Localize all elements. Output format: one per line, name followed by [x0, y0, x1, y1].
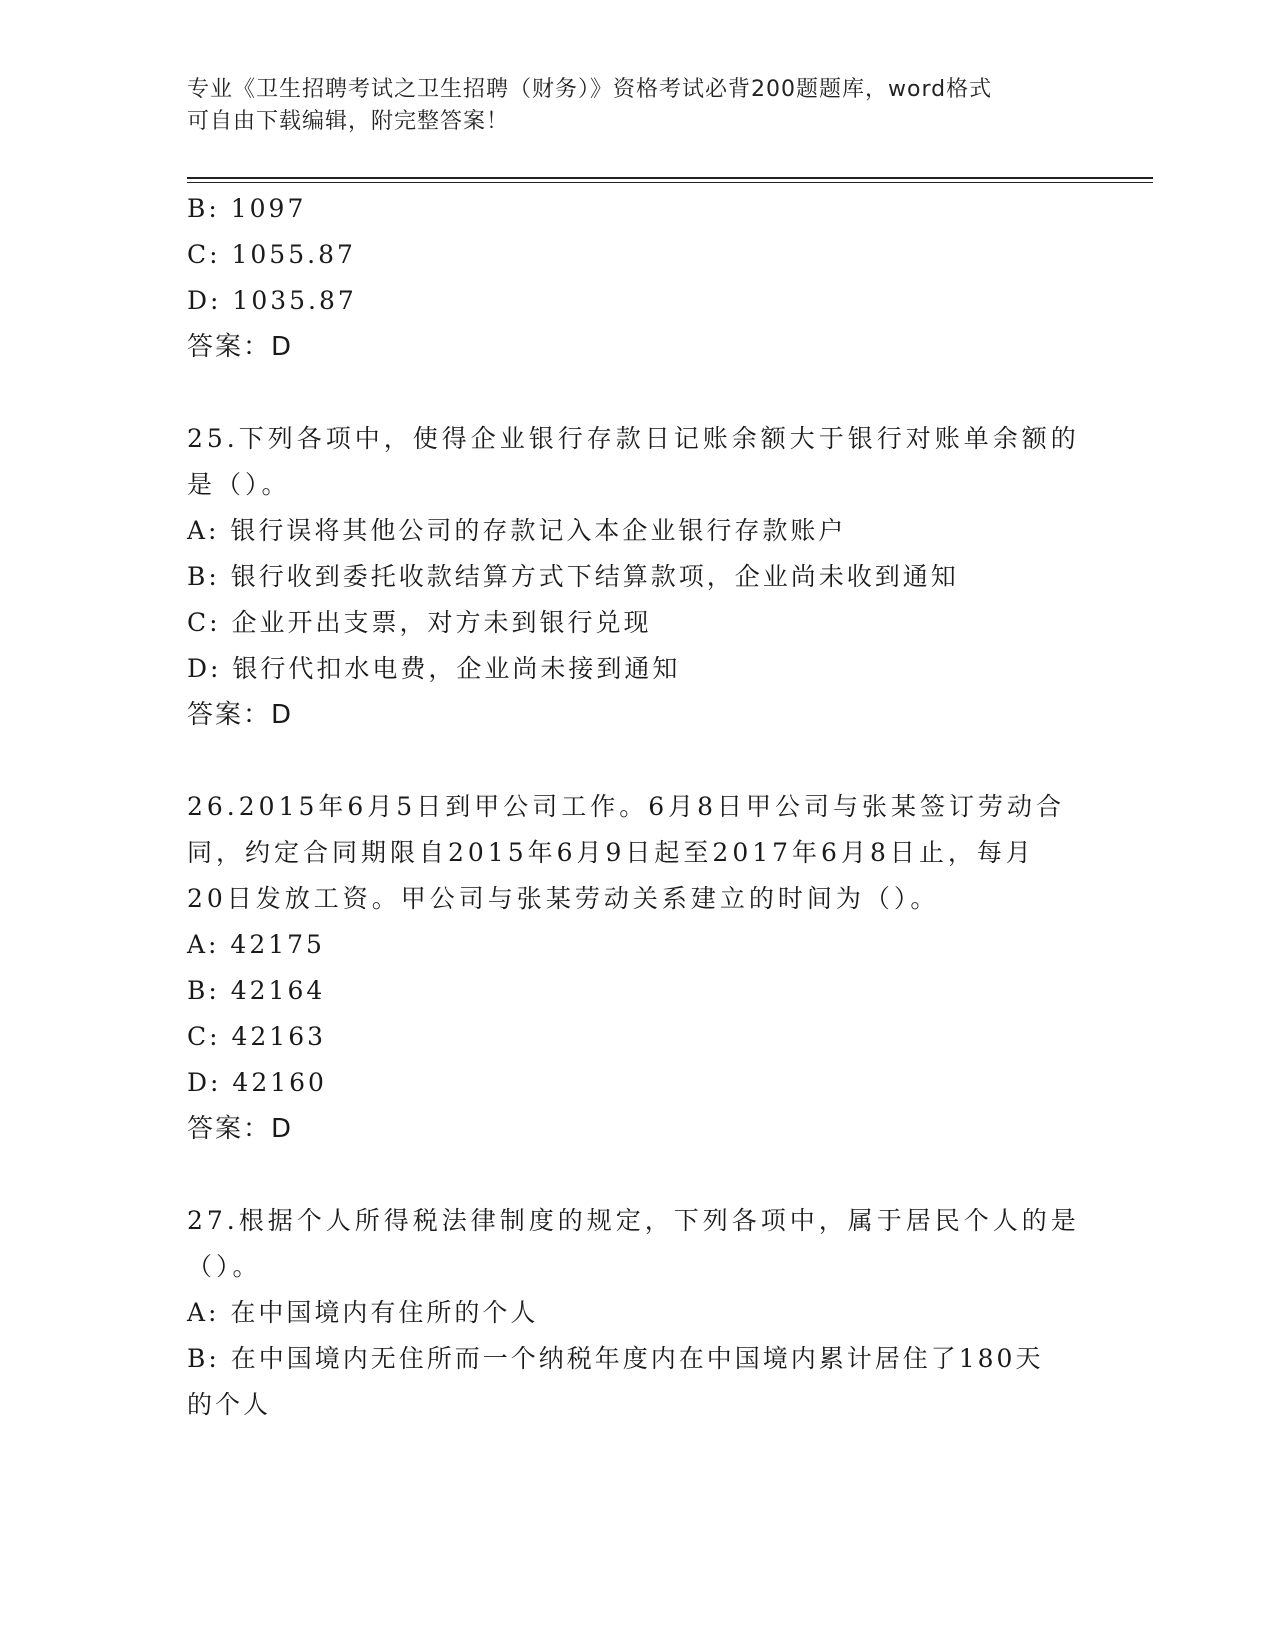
question-text-line: 20日发放工资。甲公司与张某劳动关系建立的时间为（）。	[187, 884, 940, 913]
question-26	[187, 784, 1087, 1152]
header-divider-thick	[187, 177, 1153, 179]
question-27	[187, 1198, 1087, 1428]
header-title-line-2: 可自由下载编辑，附完整答案！	[187, 109, 510, 134]
question-24-continuation	[187, 186, 1087, 370]
question-text	[187, 1198, 1087, 1290]
option-b: B: 在中国境内无住所而一个纳税年度内在中国境内累计居住了180天	[187, 1344, 1044, 1373]
option-b-continuation: 的个人	[187, 1390, 272, 1419]
question-text	[187, 784, 1087, 922]
header-divider-thin	[187, 182, 1153, 183]
option-c: C: 企业开出支票，对方未到银行兑现	[187, 608, 652, 637]
option-c: C: 42163	[187, 1022, 327, 1051]
question-text-line: 26.2015年6月5日到甲公司工作。6月8日甲公司与张某签订劳动合	[187, 792, 1066, 821]
question-text	[187, 416, 1087, 508]
question-text-line: （）。	[187, 1252, 262, 1281]
option-b: B: 银行收到委托收款结算方式下结算款项，企业尚未收到通知	[187, 562, 959, 591]
question-text-line: 同，约定合同期限自2015年6月9日起至2017年6月8日止，每月	[187, 838, 1035, 867]
document-header	[187, 74, 1067, 138]
option-d: D: 1035.87	[187, 286, 357, 315]
header-title-line-1: 专业《卫生招聘考试之卫生招聘（财务）》资格考试必背200题题库，word格式	[187, 77, 993, 102]
option-a: A: 在中国境内有住所的个人	[187, 1298, 539, 1327]
option-b: B: 42164	[187, 976, 326, 1005]
answer-line: 答案：D	[187, 1114, 294, 1144]
option-a: A: 42175	[187, 930, 325, 959]
answer-line: 答案：D	[187, 332, 294, 362]
question-25	[187, 416, 1087, 738]
option-c: C: 1055.87	[187, 240, 356, 269]
option-d: D: 银行代扣水电费，企业尚未接到通知	[187, 654, 681, 683]
answer-line: 答案：D	[187, 700, 294, 730]
question-text-line: 是（）。	[187, 470, 291, 499]
question-text-line: 27.根据个人所得税法律制度的规定，下列各项中，属于居民个人的是	[187, 1206, 1080, 1235]
option-b: B: 1097	[187, 194, 307, 223]
option-d: D: 42160	[187, 1068, 327, 1097]
document-body	[187, 186, 1087, 1428]
question-text-line: 25.下列各项中，使得企业银行存款日记账余额大于银行对账单余额的	[187, 424, 1080, 453]
option-a: A: 银行误将其他公司的存款记入本企业银行存款账户	[187, 516, 847, 545]
